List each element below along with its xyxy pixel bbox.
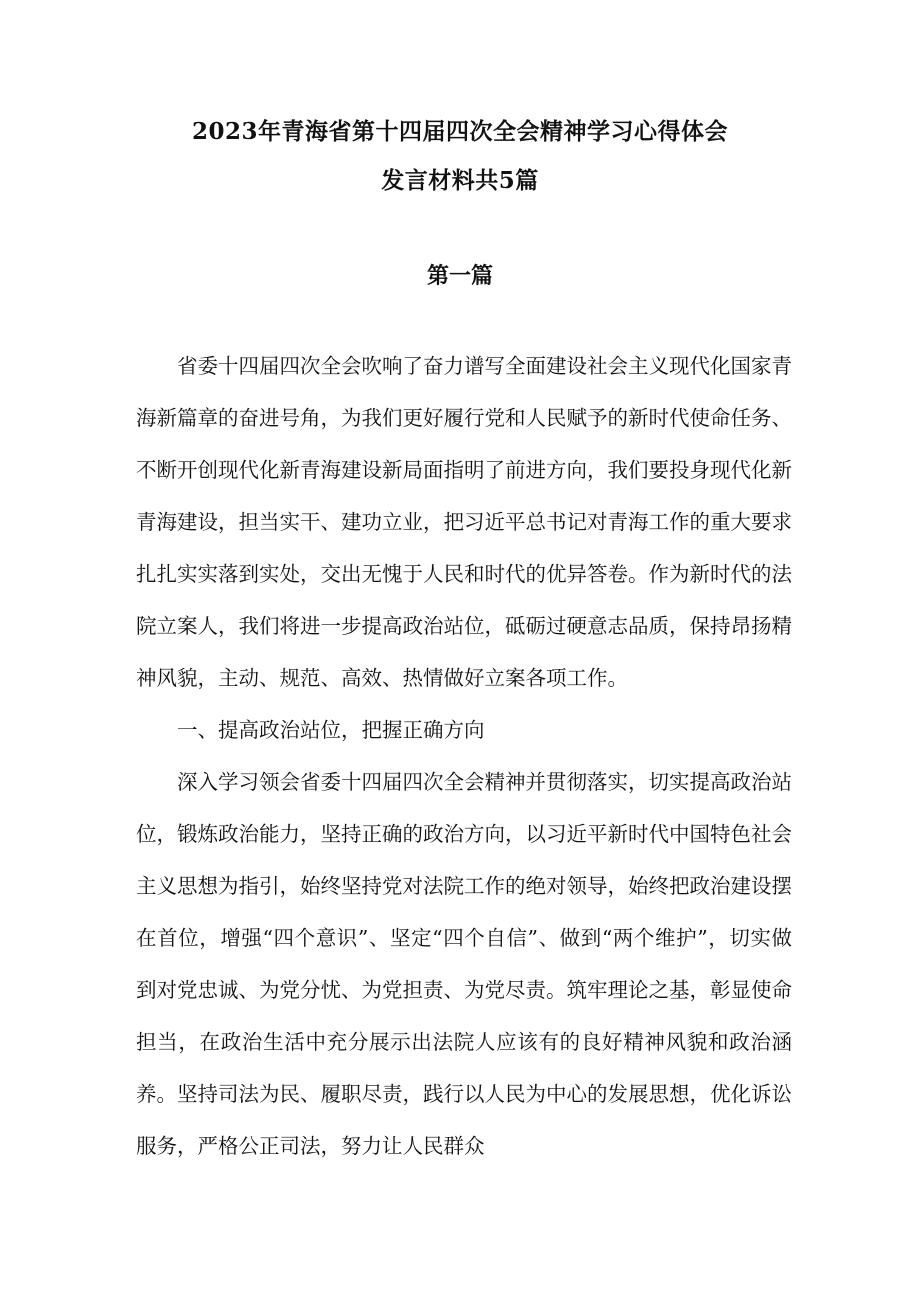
document-title-line-2: 发言材料共5篇 [381,167,539,194]
body-paragraph-2: 深入学习领会省委十四届四次全会精神并贯彻落实，切实提高政治站位，锻炼政治能力，坚持正确的政治方向，以习近平新时代中国特色社会主义思想为指引，始终坚持党对法院工作的绝对领导，始终把政治建设摆在首位，增强“四个意识”、坚定“四个自信”、做到“两个维护”，切实做到对党忠诚、为党分忧、为党担责、为党尽责。筑牢理论之基，彰显使命担当，在政治生活中充分展示出法院人应该有的良好精神风貌和政治涵养。坚持司法为民、履职尽责，践行以人民为中心的发展思想，优化诉讼服务，严格公正司法，努力让人民群众 [136,770,792,1158]
document-title-line-1: 2023年青海省第十四届四次全会精神学习心得体会 [191,118,728,145]
body-paragraph-1: 省委十四届四次全会吹响了奋力谱写全面建设社会主义现代化国家青海新篇章的奋进号角，为我们更好履行党和人民赋予的新时代使命任务、不断开创现代化新青海建设新局面指明了前进方向，我们要投身现代化新青海建设，担当实干、建功立业，把习近平总书记对青海工作的重大要求扎扎实实落到实处，交出无愧于人民和时代的优异答卷。作为新时代的法院立案人，我们将进一步提高政治站位，砥砺过硬意志品质，保持昂扬精神风貌，主动、规范、高效、热情做好立案各项工作。 [136,354,792,690]
subheading-1: 一、提高政治站位，把握正确方向 [177,718,485,742]
section-heading: 第一篇 [426,263,493,289]
